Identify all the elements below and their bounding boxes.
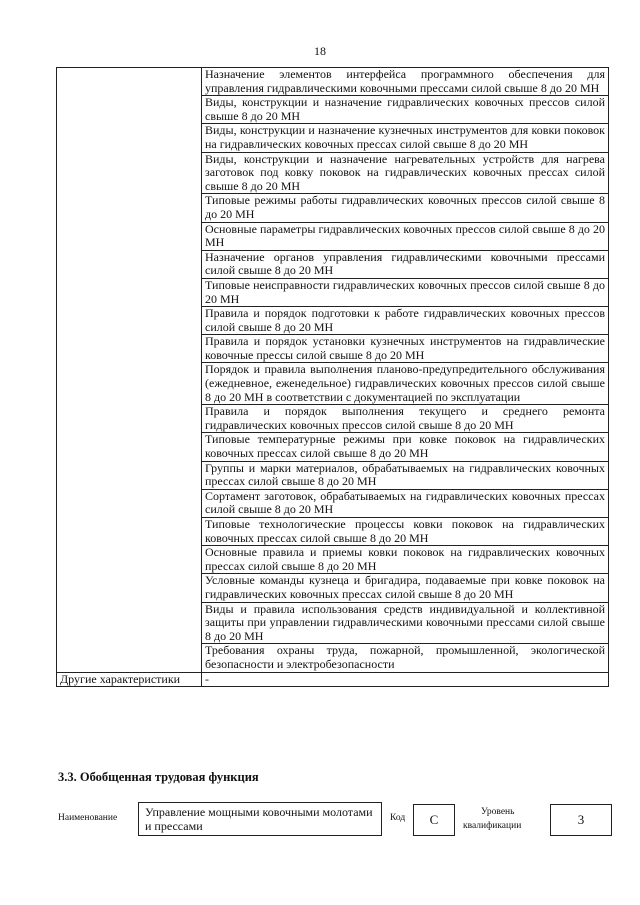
level-label-line2: квалификации [463, 821, 522, 831]
table-cell: Типовые температурные режимы при ковке поковок на гидравлических ковочных прессах силой свыше 8 до 20 МН [202, 433, 609, 461]
code-label: Код [390, 813, 406, 823]
name-box: Управление мощными ковочными молотами и прессами [138, 802, 382, 836]
other-characteristics-value: - [202, 672, 609, 687]
table-cell: Условные команды кузнеца и бригадира, подаваемые при ковке поковок на гидравлических ковочных прессах силой свыше 8 до 20 МН [202, 574, 609, 602]
page-number: 18 [314, 44, 326, 58]
table-cell: Виды, конструкции и назначение кузнечных инструментов для ковки поковок на гидравлических ковочных прессах силой свыше 8 до 20 МН [202, 124, 609, 152]
level-label-line1: Уровень [481, 807, 515, 817]
table-cell: Правила и порядок подготовки к работе гидравлических ковочных прессов силой свыше 8 до 20 МН [202, 307, 609, 335]
table-cell: Виды, конструкции и назначение гидравлических ковочных прессов силой свыше 8 до 20 МН [202, 96, 609, 124]
table-cell: Виды, конструкции и назначение нагревательных устройств для нагрева заготовок под ковку поковок на гидравлических ковочных прессах силой свыше 8 до 20 МН [202, 152, 609, 194]
table-row [57, 68, 609, 96]
table-cell: Типовые режимы работы гидравлических ковочных прессов силой свыше 8 до 20 МН [202, 194, 609, 222]
table-cell: Назначение элементов интерфейса программного обеспечения для управления гидравлическими ковочными прессами силой свыше 8 до 20 МН [202, 68, 609, 96]
other-characteristics-row [57, 672, 609, 687]
table-cell: Требования охраны труда, пожарной, промышленной, экологической безопасности и электробезопасности [202, 644, 609, 672]
table-cell: Виды и правила использования средств индивидуальной и коллективной защиты при управлении гидравлическими ковочными прессами силой свыше 8 до 20 МН [202, 602, 609, 644]
table-cell: Основные параметры гидравлических ковочных прессов силой свыше 8 до 20 МН [202, 222, 609, 250]
name-label: Наименование [58, 813, 118, 823]
level-box: 3 [550, 804, 612, 836]
table-cell: Правила и порядок выполнения текущего и среднего ремонта гидравлических ковочных прессов силой свыше 8 до 20 МН [202, 405, 609, 433]
knowledge-table-body [57, 68, 609, 687]
table-cell: Основные правила и приемы ковки поковок на гидравлических ковочных прессах силой свыше 8 до 20 МН [202, 546, 609, 574]
table-cell: Типовые технологические процессы ковки поковок на гидравлических ковочных прессах силой свыше 8 до 20 МН [202, 518, 609, 546]
table-cell: Группы и марки материалов, обрабатываемых на гидравлических ковочных прессах силой свыше 8 до 20 МН [202, 461, 609, 489]
code-box: С [413, 804, 455, 836]
table-cell: Правила и порядок установки кузнечных инструментов на гидравлические ковочные прессы силой свыше 8 до 20 МН [202, 335, 609, 363]
table-cell: Назначение органов управления гидравлическими ковочными прессами силой свыше 8 до 20 МН [202, 250, 609, 278]
knowledge-table [56, 67, 609, 687]
other-characteristics-label: Другие характеристики [57, 672, 202, 687]
table-cell: Порядок и правила выполнения планово-предупредительного обслуживания (ежедневное, еженедельное) гидравлических ковочных прессов силой свыше 8 до 20 МН в соответствии с документацией по эксплуатации [202, 363, 609, 405]
table-cell: Сортамент заготовок, обрабатываемых на гидравлических ковочных прессах силой свыше 8 до 20 МН [202, 489, 609, 517]
table-cell: Типовые неисправности гидравлических ковочных прессов силой свыше 8 до 20 МН [202, 278, 609, 306]
table-left-cell [57, 68, 202, 673]
function-row [58, 800, 618, 840]
section-title: 3.3. Обобщенная трудовая функция [58, 770, 259, 784]
